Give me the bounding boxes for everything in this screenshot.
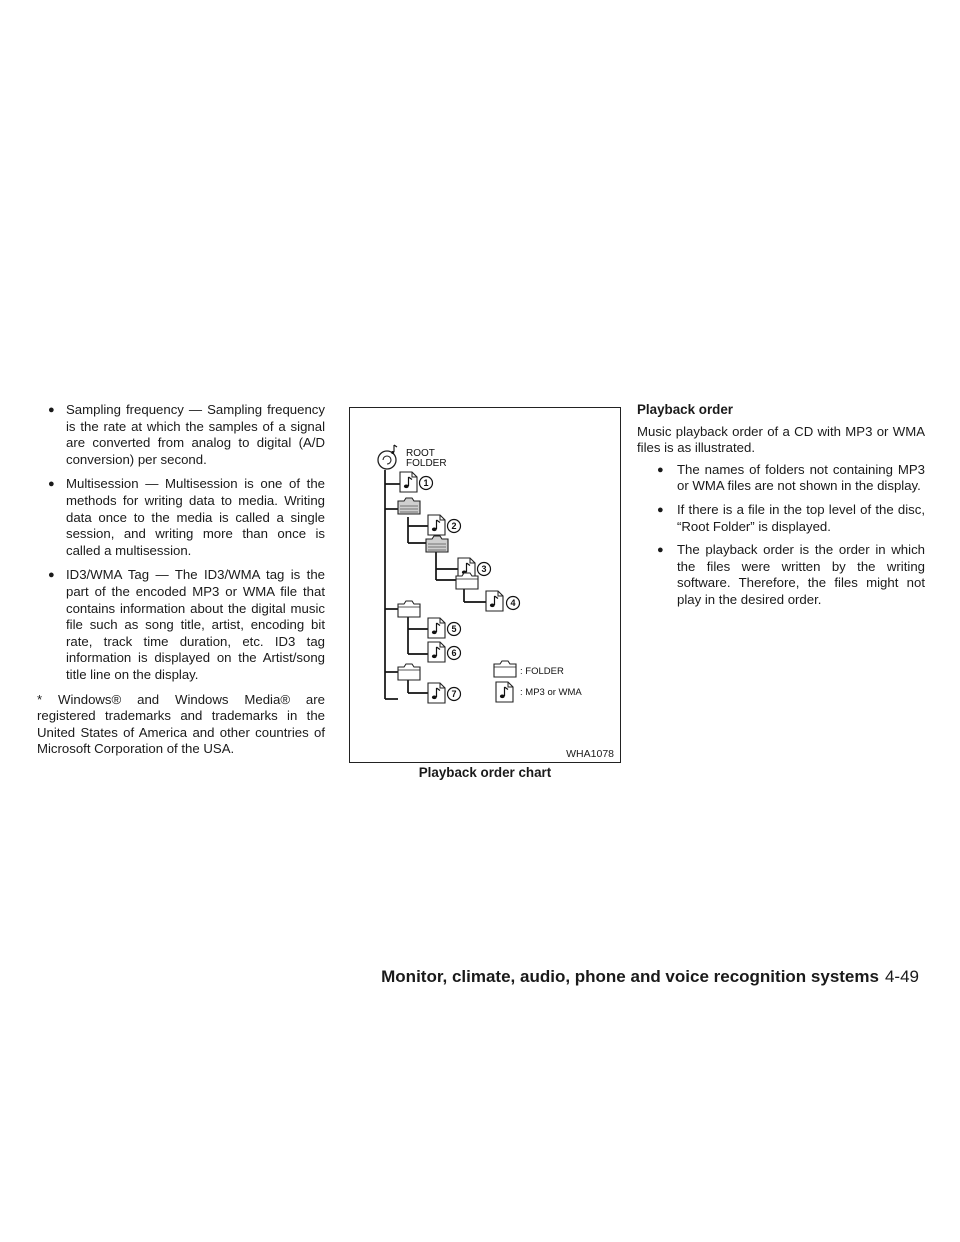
bullet-dot-icon: ● <box>657 544 664 557</box>
right-column <box>637 402 925 616</box>
root-disc-icon <box>378 445 397 469</box>
order-number: 6 <box>451 648 457 659</box>
playback-order-diagram <box>350 408 620 762</box>
bullet-dot-icon: ● <box>48 569 55 582</box>
folder-icon <box>398 498 420 514</box>
legend-folder-icon <box>494 661 516 677</box>
order-number: 1 <box>423 478 429 489</box>
order-number: 4 <box>510 598 516 609</box>
order-number: 3 <box>481 564 487 575</box>
trademark-footnote: * Windows® and Windows Media® are registered trademarks and trademarks in the United States of America and other countries of Microsoft Corporation of the USA. <box>37 691 325 757</box>
mp3-file-icon <box>400 472 417 492</box>
bullet-dot-icon: ● <box>48 404 55 416</box>
mp3-file-icon <box>486 591 503 611</box>
figure-code: WHA1078 <box>566 748 614 760</box>
bullet-multisession <box>37 476 325 559</box>
mp3-file-icon <box>428 642 445 662</box>
footer-section-title: Monitor, climate, audio, phone and voice recognition systems <box>381 967 879 986</box>
legend-file-label: : MP3 or WMA <box>520 687 582 698</box>
figure-caption: Playback order chart <box>418 765 552 780</box>
playback-order-figure <box>349 407 621 763</box>
bullet-text: The names of folders not containing MP3 or WMA files are not shown in the display. <box>677 461 925 494</box>
bullet-sampling-frequency <box>37 402 325 468</box>
bullet-dot-icon: ● <box>48 478 55 491</box>
bullet-text: Multisession — Multisession is one of the methods for writing data to media. Writing data once to the media is called a single session, and writing more than once is called a multisession. <box>66 476 325 558</box>
order-number: 5 <box>451 624 457 635</box>
bullet-dot-icon: ● <box>657 463 664 476</box>
bullet-text: The playback order is the order in which the files were written by the writing software. Therefore, the files might not play in the desired order. <box>677 542 925 607</box>
folder-label: FOLDER <box>406 458 447 469</box>
order-number: 2 <box>451 521 457 532</box>
order-number: 7 <box>451 689 457 700</box>
bullet-playback-order <box>637 542 925 608</box>
legend-file-icon <box>496 682 513 702</box>
folder-icon <box>398 664 420 680</box>
bullet-hidden-folders <box>637 462 925 495</box>
page-number: 4-49 <box>884 967 919 986</box>
bullet-root-folder <box>637 502 925 535</box>
mp3-file-icon <box>428 618 445 638</box>
bullet-text: ID3/WMA Tag — The ID3/WMA tag is the part of the encoded MP3 or WMA file that contains information about the digital music file such as song title, artist, encoding bit rate, track time duration, etc. ID3 tag information is displayed on the Artist/song title line on the display. <box>66 567 325 682</box>
mp3-file-icon <box>428 683 445 703</box>
folder-icon <box>426 536 448 552</box>
intro-paragraph: Music playback order of a CD with MP3 or WMA files is as illustrated. <box>637 423 925 456</box>
root-label: ROOT <box>406 448 435 459</box>
left-column <box>37 402 325 758</box>
section-heading: Playback order <box>637 402 734 417</box>
bullet-text: If there is a file in the top level of the disc, “Root Folder” is displayed. <box>677 501 925 534</box>
mp3-file-icon <box>428 515 445 535</box>
bullet-text: Sampling frequency — Sampling frequency is the rate at which the samples of a signal are converted from analog to digital (A/D conversion) per second. <box>66 402 325 467</box>
bullet-id3-tag <box>37 567 325 683</box>
folder-icon <box>398 601 420 617</box>
bullet-dot-icon: ● <box>657 503 664 516</box>
page-footer <box>381 967 919 987</box>
legend-folder-label: : FOLDER <box>520 666 564 677</box>
